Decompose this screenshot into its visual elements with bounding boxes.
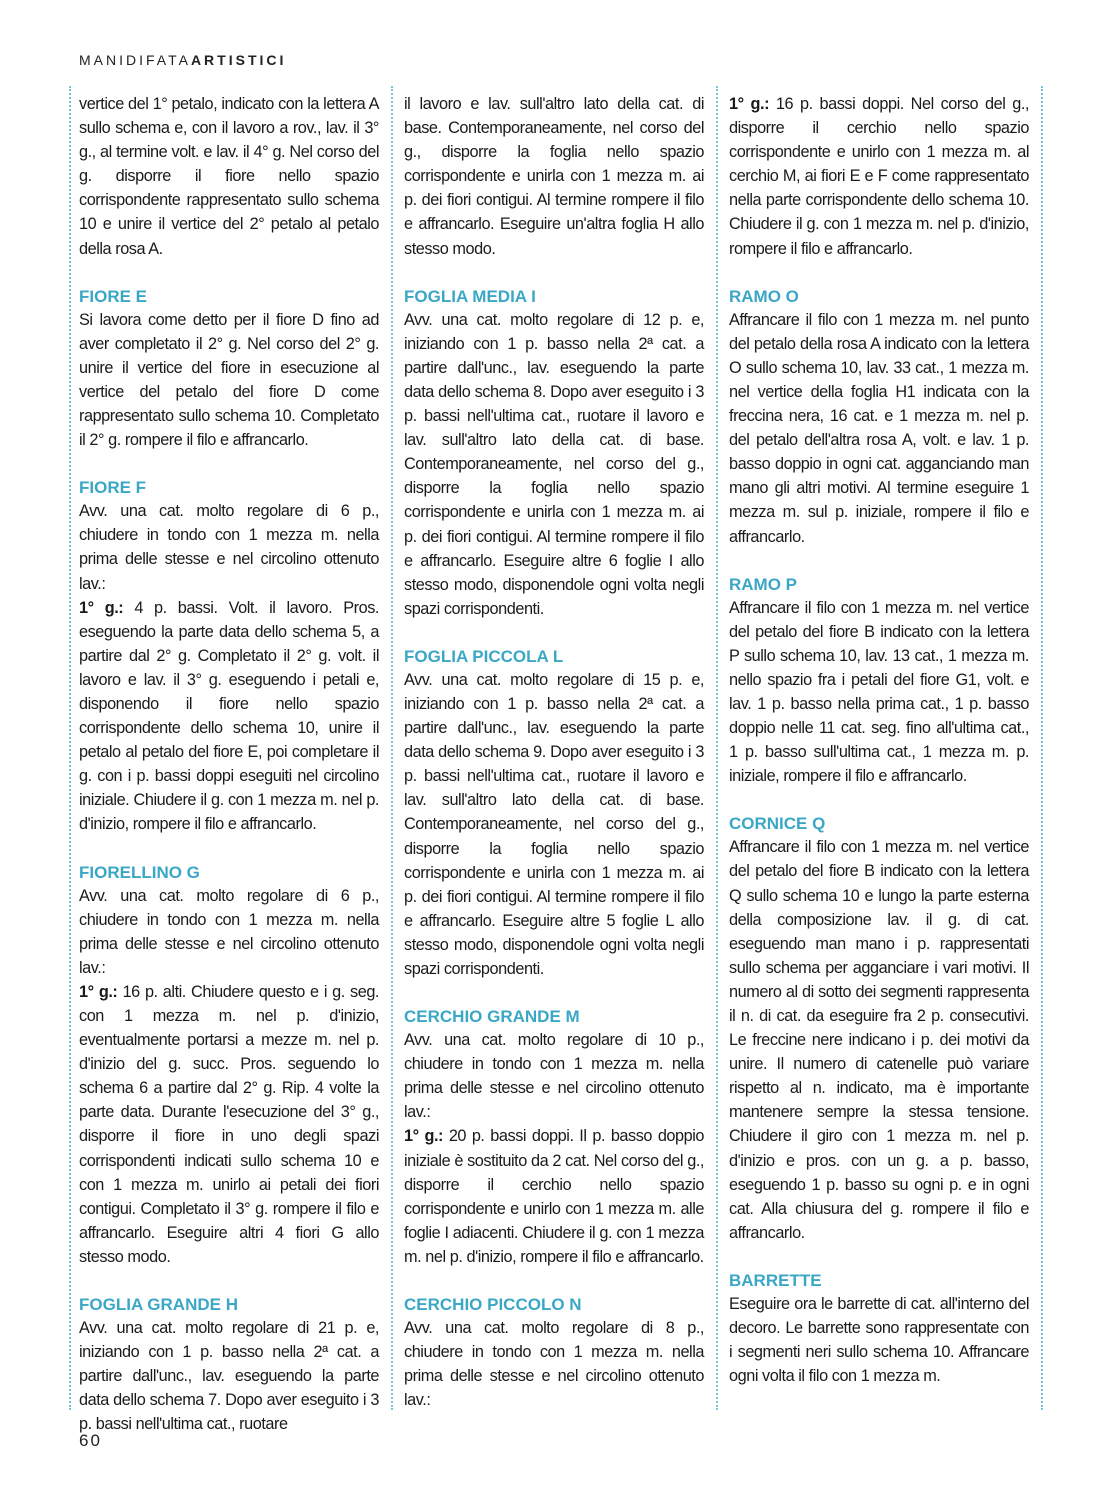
instruction-text: Avv. una cat. molto regolare di 15 p. e, iniziando con 1 p. basso nella 2ª cat. a partire dall'unc., lav. eseguendo la parte data dello schema 9. Dopo aver eseguito i 3 p. bassi nell'ultima cat., ruotare il lavoro e lav. sull'altro lato della cat. di base. Contemporaneamente, nel corso del g., disporre la foglia nello spazio corrispondente e unirla con 1 mezza m. ai p. dei fiori contigui. Al termine rompere il filo e affrancarlo. Eseguire altre 5 foglie L allo stesso modo, disponendole ogni volta negli spazi corrispondenti. [404, 670, 704, 978]
section-paragraph [404, 308, 704, 621]
section-paragraph [404, 92, 704, 261]
instruction-text: Affrancare il filo con 1 mezza m. nel punto del petalo della rosa A indicato con la lettera O sullo schema 10, lav. 33 cat., 1 mezza m. nel vertice della foglia H1 indicata con la freccina nera, 16 cat. e 1 mezza m. nel p. del petalo dell'altra rosa A, volt. e lav. 1 p. basso doppio in ogni cat. agganciando man mano gli altri motivi. Al termine eseguire 1 mezza m. sul p. iniziale, rompere il filo e affrancarlo. [729, 310, 1029, 546]
column-divider [1041, 86, 1043, 1410]
article-section [729, 812, 1029, 1245]
text-column-1 [79, 92, 380, 1434]
magazine-header [79, 52, 286, 68]
column-divider [391, 86, 393, 1410]
instruction-text: Si lavora come detto per il fiore D fino ad aver completato il 2° g. Nel corso del 2° g. unire il vertice del fiore in esecuzione al vertice del petalo del fiore D come rappresentato sullo schema 10. Completato il 2° g. rompere il filo e affrancarlo. [79, 310, 379, 450]
round-label: 1° g.: [729, 95, 770, 113]
section-heading: FOGLIA GRANDE H [79, 1295, 238, 1315]
column-divider [69, 86, 71, 1410]
brand-light: MANIDIFATA [79, 52, 191, 68]
section-heading: CERCHIO PICCOLO N [404, 1295, 582, 1315]
article-section [79, 285, 379, 453]
text-column-2 [404, 92, 705, 1410]
instruction-text: 4 p. bassi. Volt. il lavoro. Pros. eseguendo la parte data dello schema 5, a partire dal 2° g. Completato il 2° g. volt. il lavoro e lav. il 3° g. eseguendo i petali e, disponendo il fiore nello spazio corrispondente dello schema 10, unire il petalo al petalo del fiore E, poi completare il g. con i p. bassi doppi eseguiti nel circolino iniziale. Chiudere il g. con 1 mezza m. nel p. d'inizio, rompere il filo e affrancarlo. [79, 598, 379, 834]
section-heading: FOGLIA MEDIA I [404, 286, 536, 306]
section-heading: FIORELLINO G [79, 862, 200, 882]
section-heading: FIORE E [79, 286, 148, 306]
column-divider [716, 86, 718, 1410]
instruction-text: Eseguire ora le barrette di cat. all'interno del decoro. Le barrette sono rappresentate con i segmenti neri sullo schema 10. Affrancare ogni volta il filo con 1 mezza m. [729, 1294, 1029, 1386]
article-section [729, 285, 1029, 549]
instruction-text: 20 p. bassi doppi. Il p. basso doppio iniziale è sostituito da 2 cat. Nel corso del g., disporre il cerchio nello spazio corrispondente e unirlo con 1 mezza m. alle foglie I adiacenti. Chiudere il g. con 1 mezza m. nel p. d'inizio, rompere il filo e affrancarlo. [404, 1127, 705, 1266]
section-paragraph [79, 499, 379, 836]
article-section [404, 1005, 704, 1269]
section-heading: RAMO P [729, 574, 797, 594]
section-heading: FIORE F [79, 478, 147, 498]
section-paragraph [79, 884, 379, 1270]
instruction-text: 16 p. alti. Chiudere questo e i g. seg. con 1 mezza m. nel p. d'inizio, eventualmente portarsi a mezze m. nel p. d'inizio del g. succ. Pros. seguendo lo schema 6 a partire dal 2° g. Rip. 4 volte la parte data. Durante l'esecuzione del 3° g., disporre il fiore in uno degli spazi corrispondenti indicati sullo schema 10 e con 1 mezza m. unirlo ai petali dei fiori contigui. Completato il 3° g. rompere il filo e affrancarlo. Eseguire altri 4 fiori G allo stesso modo. [79, 982, 380, 1266]
brand-bold: ARTISTICI [190, 52, 287, 68]
section-paragraph [729, 835, 1029, 1245]
text-column-3 [729, 92, 1029, 1404]
article-section [404, 92, 704, 261]
article-section [79, 92, 379, 261]
section-paragraph [729, 1292, 1029, 1388]
instruction-text: Avv. una cat. molto regolare di 6 p., chiudere in tondo con 1 mezza m. nella prima delle stesse e nel circolino ottenuto lav.: [79, 502, 379, 593]
instruction-text: Affrancare il filo con 1 mezza m. nel vertice del petalo del fiore B indicato con la lettera P sullo schema 10, lav. 13 cat., 1 mezza m. nello spazio fra i petali del fiore G1, volt. e lav. 1 p. basso nella prima cat., 1 p. basso doppio nelle 11 cat. seg. fino all'ultima cat., 1 p. basso sull'ultima cat., 1 mezza m. p. iniziale, rompere il filo e affrancarlo. [729, 598, 1029, 786]
section-paragraph [79, 92, 379, 261]
article-section [729, 92, 1029, 261]
instruction-text: il lavoro e lav. sull'altro lato della cat. di base. Contemporaneamente, nel corso del g., disporre la foglia nello spazio corrispondente e unirla con 1 mezza m. ai p. dei fiori contigui. Al termine rompere il filo e affrancarlo. Eseguire un'altra foglia H allo stesso modo. [404, 95, 704, 258]
round-label: 1° g.: [404, 1127, 444, 1146]
instruction-text: vertice del 1° petalo, indicato con la lettera A sullo schema e, con il lavoro a rov., lav. il 3° g., al termine volt. e lav. il 4° g. Nel corso del g. disporre il fiore nello spazio corrispondente rappresentato sullo schema 10 e unire il vertice del 2° petalo al petalo della rosa A. [79, 95, 379, 258]
instruction-text: Avv. una cat. molto regolare di 8 p., chiudere in tondo con 1 mezza m. nella prima delle stesse e nel circolino ottenuto lav.: [404, 1319, 704, 1410]
article-section [404, 645, 704, 981]
instruction-text: 16 p. bassi doppi. Nel corso del g., disporre il cerchio nello spazio corrispondente e unirlo con 1 mezza m. al cerchio M, ai fiori E e F come rappresentato nella parte corrispondente dello schema 10. Chiudere il g. con 1 mezza m. nel p. d'inizio, rompere il filo e affrancarlo. [729, 95, 1030, 258]
instruction-text: Avv. una cat. molto regolare di 10 p., chiudere in tondo con 1 mezza m. nella prima delle stesse e nel circolino ottenuto lav.: [404, 1031, 704, 1122]
instruction-text: Avv. una cat. molto regolare di 6 p., chiudere in tondo con 1 mezza m. nella prima delle stesse e nel circolino ottenuto lav.: [79, 886, 379, 977]
page-number: 60 [79, 1431, 102, 1450]
section-paragraph [404, 1028, 704, 1269]
article-section [79, 861, 379, 1270]
section-heading: RAMO O [729, 286, 799, 306]
article-section [79, 1293, 379, 1436]
section-paragraph [79, 308, 379, 453]
section-paragraph [404, 1316, 704, 1412]
article-section [729, 573, 1029, 789]
round-label: 1° g.: [79, 982, 118, 1001]
article-section [404, 1293, 704, 1412]
article-section [79, 476, 379, 836]
section-paragraph [729, 596, 1029, 789]
instruction-text: Avv. una cat. molto regolare di 21 p. e, iniziando con 1 p. basso nella 2ª cat. a partire dall'unc., lav. eseguendo la parte data dello schema 7. Dopo aver eseguito i 3 p. bassi nell'ultima cat., ruotare [79, 1319, 379, 1434]
section-heading: FOGLIA PICCOLA L [404, 646, 564, 666]
section-heading: CORNICE Q [729, 814, 826, 834]
section-heading: BARRETTE [729, 1270, 822, 1290]
article-section [729, 1269, 1029, 1388]
instruction-text: Avv. una cat. molto regolare di 12 p. e, iniziando con 1 p. basso nella 2ª cat. a partire dall'unc., lav. eseguendo la parte data dello schema 8. Dopo aver eseguito i 3 p. bassi nell'ultima cat., ruotare il lavoro e lav. sull'altro lato della cat. di base. Contemporaneamente, nel corso del g., disporre la foglia nello spazio corrispondente e unirla con 1 mezza m. ai p. dei fiori contigui. Al termine rompere il filo e affrancarlo. Eseguire altre 6 foglie I allo stesso modo, disponendole ogni volta negli spazi corrispondenti. [404, 310, 704, 618]
article-section [404, 285, 704, 621]
section-paragraph [729, 92, 1029, 261]
instruction-text: Affrancare il filo con 1 mezza m. nel vertice del petalo del fiore B indicato con la lettera Q sullo schema 10 e lungo la parte esterna della composizione lav. il g. di cat. eseguendo man mano i p. rappresentati sullo schema per agganciare i vari motivi. Il numero al di sotto dei segmenti rappresenta il n. di cat. da eseguire fra 2 p. consecutivi. Le freccine nere indicano i p. dei motivi da unire. Il numero di catenelle può variare rispetto al n. indicato, ma è importante mantenere sempre la stessa tensione. Chiudere il giro con 1 mezza m. nel p. d'inizio e pros. con un g. a p. basso, eseguendo 1 p. basso su ogni p. e in ogni cat. Alla chiusura del g. rompere il filo e affrancarlo. [729, 838, 1029, 1242]
section-heading: CERCHIO GRANDE M [404, 1007, 580, 1027]
section-paragraph [729, 308, 1029, 549]
section-paragraph [404, 668, 704, 981]
round-label: 1° g.: [79, 598, 124, 617]
section-paragraph [79, 1316, 379, 1436]
